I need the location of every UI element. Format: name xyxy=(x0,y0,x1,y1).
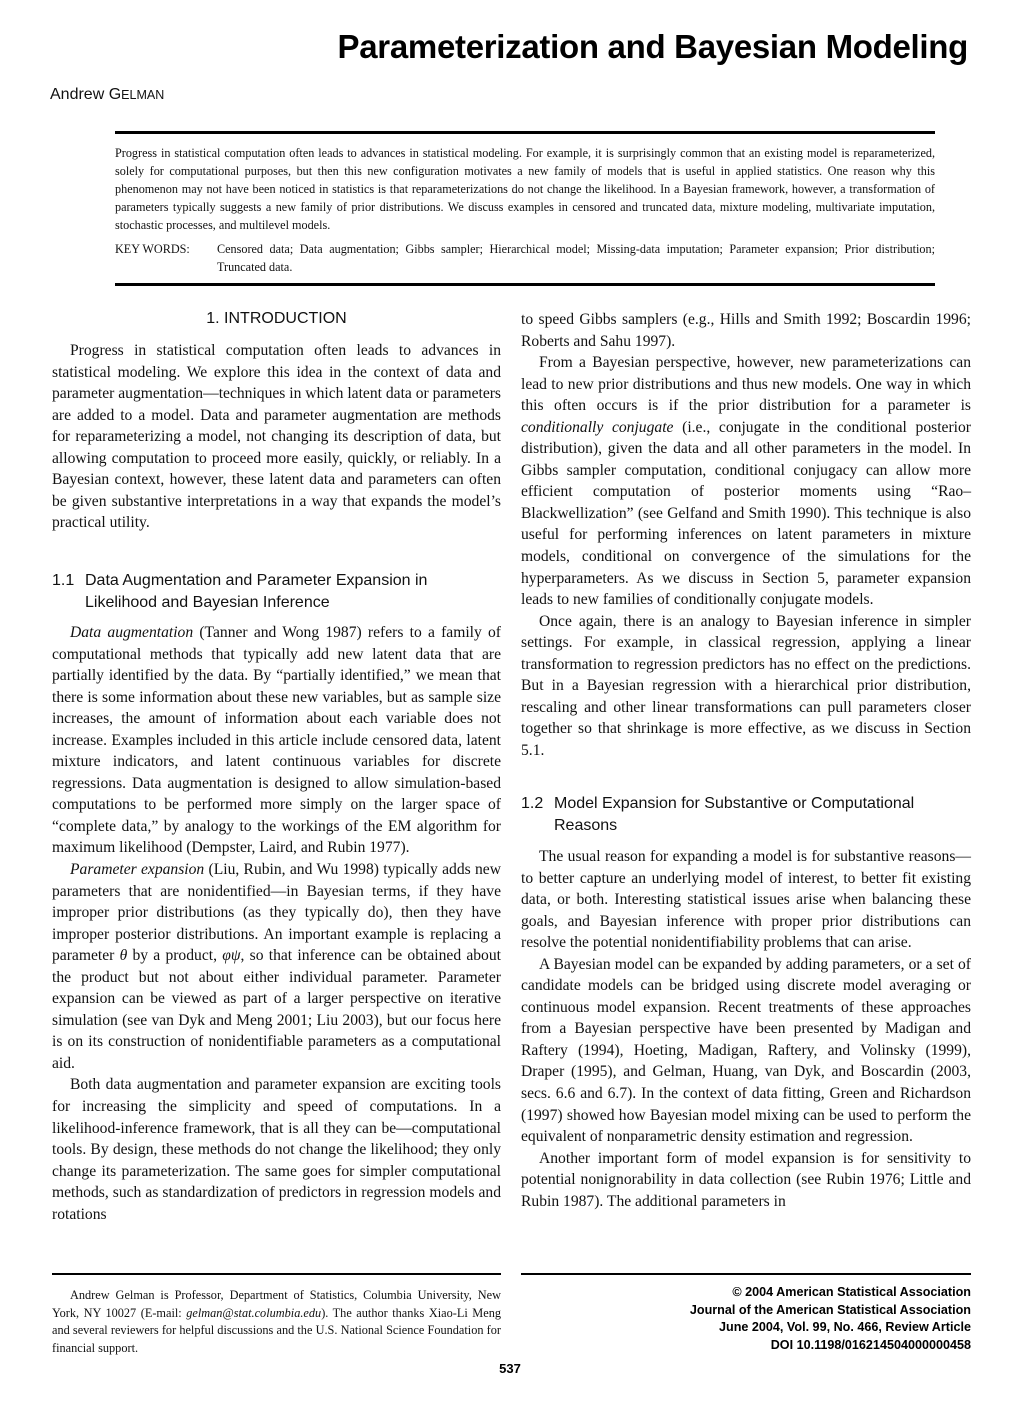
right-paragraph-continued: to speed Gibbs samplers (e.g., Hills and Smith 1992; Boscardin 1996; Roberts and Sahu 1997). xyxy=(521,311,971,350)
paper-title: Parameterization and Bayesian Modeling xyxy=(337,28,968,65)
author-last-rest: ELMAN xyxy=(121,88,165,102)
copyright-line: © 2004 American Statistical Association xyxy=(732,1285,971,1299)
term-parameter-expansion: Parameter expansion xyxy=(70,861,205,879)
author-footnote: Andrew Gelman is Professor, Department of Statistics, Columbia University, New York, NY 10027 (E-mail: gelman@stat.columbia.edu). The author thanks Xiao-Li Meng and several reviewers for helpful discussions and the U.S. National Science Foundation for financial support. xyxy=(52,1288,501,1355)
right-column xyxy=(521,309,971,761)
subsection-heading-1-1 xyxy=(52,570,501,613)
left-column-sub xyxy=(52,622,501,1225)
author-last-initial: G xyxy=(108,86,122,103)
s11-paragraph-3: Both data augmentation and parameter expansion are exciting tools for increasing the simplicity and speed of computations. In a likelihood-inference framework, that is all they can be—computational tools. By design, these methods do not change the likelihood; they only change its parameterization. The same goes for simpler computational methods, such as standardization of predictors in regression models and rotations xyxy=(52,1076,501,1223)
footnote-rule xyxy=(52,1273,501,1275)
keywords-list: Censored data; Data augmentation; Gibbs sampler; Hierarchical model; Missing-data imputation; Parameter expansion; Prior distribution; Truncated data. xyxy=(217,242,935,274)
abstract-text: Progress in statistical computation often leads to advances in statistical modeling. For example, it is surprisingly common that an existing model is reparameterized, solely for computational purposes, but then this new configuration motivates a new family of models that is useful in applied statistics. One reason why this phenomenon may not have been noticed in statistics is that reparameterizations do not change the likelihood. In a Bayesian framework, however, a transformation of parameters typically suggests a new family of prior distributions. We discuss examples in censored and truncated data, mixture modeling, multivariate imputation, stochastic processes, and multilevel models. xyxy=(115,146,935,232)
right-column-sub xyxy=(521,846,971,1212)
term-data-augmentation: Data augmentation xyxy=(70,624,194,641)
abstract-bottom-rule xyxy=(115,283,935,286)
subsection-number: 1.1 xyxy=(52,572,75,589)
journal-name: Journal of the American Statistical Association xyxy=(689,1302,971,1317)
subsection-title: Data Augmentation and Parameter Expansion in Likelihood and Bayesian Inference xyxy=(85,572,428,611)
s11-paragraph-2: Parameter expansion (Liu, Rubin, and Wu 1998) typically adds new parameters that are nonidentified—in Bayesian terms, if they have improper prior distributions (as they typically do), then they have improper posterior distributions. An important example is replacing a parameter θ by a product, φψ, so that inference can be obtained about the product but not about either individual parameter. Parameter expansion can be viewed as part of a larger perspective on iterative simulation (see van Dyk and Meng 2001; Liu 2003), but our focus here is on its construction of nonidentifiable parameters as a computational aid. xyxy=(52,861,501,1072)
right-paragraph-2: Once again, there is an analogy to Bayesian inference in simpler settings. For example, in classical regression, applying a linear transformation to regression predictors has no effect on the predictions. But in a Bayesian regression with a hierarchical prior distribution, rescaling and other linear transformations can pull parameters closer together so that shrinkage is more effective, as we discuss in Section 5.1. xyxy=(521,612,971,759)
right-paragraph-1: From a Bayesian perspective, however, new parameterizations can lead to new prior distributions and thus new models. One way in which this often occurs is if the prior distribution for a parameter is conditionally conjugate (i.e., conjugate in the conditional posterior distribution), given the data and all other parameters in the model. In Gibbs sampler computation, conditional conjugacy can allow more efficient computation of posterior moments using “Rao–Blackwellization” (see Gelfand and Smith 1990). This technique is also useful for performing inferences on latent parameters in mixture models, conditional on convergence of the simulations for the hyperparameters. As we discuss in Section 5, parameter expansion leads to new families of conditionally conjugate models. xyxy=(521,354,971,609)
subsection-title: Model Expansion for Substantive or Computational Reasons xyxy=(554,795,915,834)
term-conditionally-conjugate: conditionally conjugate xyxy=(521,418,674,436)
author-name xyxy=(50,86,164,104)
page-number: 537 xyxy=(499,1361,521,1376)
s12-paragraph-2: A Bayesian model can be expanded by adding parameters, or a set of candidate models can be bridged using discrete model averaging or continuous model expansion. Recent treatments of these approaches from a Bayesian perspective have been presented by Madigan and Raftery (1994), Hoeting, Madigan, Raftery, and Volinsky (1999), Draper (1995), and Gelman, Huang, van Dyk, and Boscardin (2003, secs. 6.6 and 6.7). In the context of data fitting, Green and Richardson (1997) showed how Bayesian model mixing can be used to perform the equivalent of nonparametric density estimation and regression. xyxy=(521,955,971,1146)
doi-link[interactable]: DOI 10.1198/016214504000000458 xyxy=(770,1337,971,1352)
intro-paragraph-1: Progress in statistical computation often leads to advances in statistical modeling. We explore this idea in the context of data and parameter augmentation—techniques in which latent data or parameters are added to a model. Data and parameter augmentation are methods for reparameterizing a model, not changing its description of data, but allowing computation to proceed more easily, quickly, or reliably. In a Bayesian context, however, these latent data and parameters can often be given substantive interpretations in a way that expands the model’s practical utility. xyxy=(52,342,502,532)
symbol-theta: θ xyxy=(119,947,128,965)
section-heading-introduction: 1. INTRODUCTION xyxy=(206,310,347,327)
s11-paragraph-1: Data augmentation (Tanner and Wong 1987) refers to a family of computational methods that typically add new latent data that are partially identified by the data. By “partially identified,” we mean that there is some information about these new variables, but as sample size increases, the amount of information about each variable does not increase. Examples included in this article include censored data, latent mixture indicators, and latent continuous variables for discrete regressions. Data augmentation is designed to allow simulation-based computations to be performed more simply on the larger space of “complete data,” by analogy to the workings of the EM algorithm for maximum likelihood (Dempster, Laird, and Rubin 1977). xyxy=(52,624,501,857)
symbol-phi-psi: φψ xyxy=(222,947,241,965)
author-email-link[interactable]: gelman@stat.columbia.edu xyxy=(186,1305,322,1320)
journal-info xyxy=(521,1284,971,1354)
s12-paragraph-3: Another important form of model expansion is for sensitivity to potential nonignorability in data collection (see Rubin 1976; Little and Rubin 1987). The additional parameters in xyxy=(521,1149,971,1210)
abstract-top-rule xyxy=(115,131,935,134)
author-first-name: Andrew xyxy=(50,86,109,103)
keywords-label: KEY WORDS: xyxy=(115,242,190,256)
subsection-number: 1.2 xyxy=(521,795,544,812)
journal-info-rule xyxy=(521,1273,971,1275)
issue-info: June 2004, Vol. 99, No. 466, Review Article xyxy=(719,1320,971,1334)
subsection-heading-1-2 xyxy=(521,793,971,836)
left-column xyxy=(52,340,501,534)
s12-paragraph-1: The usual reason for expanding a model is for substantive reasons—to better capture an underlying model of interest, to better fit existing data, or both. Interesting statistical issues arise when balancing these goals, and Bayesian inference with proper prior distributions can resolve the potential nonidentifiability problems that can arise. xyxy=(521,848,971,952)
keywords xyxy=(115,240,935,276)
